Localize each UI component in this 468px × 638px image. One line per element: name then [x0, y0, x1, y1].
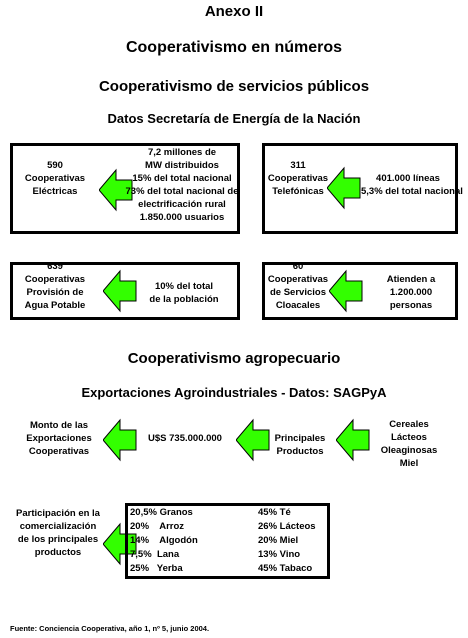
row-pct-2: 26% — [258, 521, 278, 532]
cloacales-label-3: Cloacales — [275, 300, 321, 311]
monto-label-3: Cooperativas — [28, 446, 90, 457]
agua-box — [10, 262, 240, 320]
row-pct-2: 45% — [258, 563, 278, 574]
producto-cereales: Cereales — [389, 419, 429, 430]
electricas-detail-4: 73% del total nacional de — [125, 186, 239, 197]
agua-left — [17, 260, 93, 312]
table-row — [130, 549, 179, 560]
arrow-left-icon — [327, 166, 361, 210]
annex-title: Anexo II — [204, 3, 264, 20]
row-product-1: Granos — [159, 507, 193, 518]
row-pct-1: 20% — [130, 521, 150, 532]
cloacales-box — [262, 262, 458, 320]
arrow-left-icon — [236, 418, 270, 462]
arrow-left-icon — [103, 418, 137, 462]
row-product-1: Yerba — [156, 563, 183, 574]
participacion-table — [125, 503, 330, 579]
row-product-2: Vino — [279, 549, 301, 560]
arrow-left-icon — [336, 418, 370, 462]
electricas-detail-5: electrificación rural — [138, 199, 226, 210]
row-pct-1: 20,5% — [130, 507, 157, 518]
agua-label-1: Cooperativas — [24, 274, 86, 285]
section2-title: Cooperativismo agropecuario — [127, 350, 341, 367]
telefonicas-right — [361, 172, 463, 198]
telefonicas-count: 311 — [290, 160, 306, 171]
telefonicas-box — [262, 143, 463, 234]
page-heading: Cooperativismo en números — [125, 39, 343, 56]
producto-lacteos: Lácteos — [391, 432, 427, 443]
table-row — [258, 535, 298, 546]
cloacales-label-2: de Servicios — [270, 287, 326, 298]
table-row — [130, 521, 184, 532]
producto-miel: Miel — [399, 458, 419, 469]
agua-right — [139, 280, 229, 306]
cloacales-detail-1: Atienden a — [386, 274, 436, 285]
agua-detail-1: 10% del total — [154, 281, 214, 292]
cloacales-detail-2: 1.200.000 — [389, 287, 433, 298]
producto-oleaginosas: Oleaginosas — [380, 445, 438, 456]
row-pct-1: 25% — [130, 563, 150, 574]
telefonicas-label-1: Cooperativas — [267, 173, 329, 184]
row-product-2: Miel — [279, 535, 299, 546]
table-row — [258, 563, 312, 574]
row-product-1: Arroz — [159, 521, 185, 532]
row-product-1: Algodón — [159, 535, 198, 546]
principales-label — [268, 432, 332, 458]
cloacales-label-1: Cooperativas — [267, 274, 329, 285]
electricas-label-1: Cooperativas — [24, 173, 86, 184]
agua-label-2: Provisión de — [26, 287, 84, 298]
electricas-right — [125, 146, 239, 224]
row-pct-1: 14% — [130, 535, 150, 546]
row-product-2: Tabaco — [279, 563, 313, 574]
section1-subtitle: Datos Secretaría de Energía de la Nación — [107, 111, 361, 126]
electricas-detail-1: 7,2 millones de — [147, 147, 217, 158]
row-product-2: Lácteos — [279, 521, 316, 532]
telefonicas-left — [265, 159, 331, 198]
telefonicas-detail-1: 401.000 líneas — [376, 173, 440, 184]
electricas-detail-6: 1.850.000 usuarios — [139, 212, 225, 223]
electricas-detail-2: MW distribuidos — [145, 160, 219, 171]
table-row — [258, 521, 316, 532]
monto-label — [18, 419, 100, 458]
table-row — [258, 507, 291, 518]
arrow-left-icon — [329, 269, 363, 313]
source-note: Fuente: Conciencia Cooperativa, año 1, nº 5, junio 2004. — [10, 624, 210, 633]
table-row — [258, 549, 300, 560]
table-row — [130, 535, 198, 546]
row-pct-2: 20% — [258, 535, 278, 546]
participacion-label-1: Participación en la — [16, 508, 100, 519]
agua-count: 639 — [47, 261, 63, 272]
principales-label-2: Productos — [276, 446, 324, 457]
monto-label-2: Exportaciones — [26, 433, 92, 444]
row-product-2: Té — [279, 507, 291, 518]
electricas-label-2: Eléctricas — [32, 186, 78, 197]
row-product-1: Lana — [156, 549, 180, 560]
productos-list — [370, 418, 448, 470]
monto-label-1: Monto de las — [29, 420, 89, 431]
table-row — [130, 563, 183, 574]
agua-detail-2: de la población — [149, 294, 219, 305]
electricas-box — [10, 143, 240, 234]
cloacales-right — [371, 273, 451, 312]
electricas-left — [17, 159, 93, 198]
electricas-count: 590 — [47, 160, 63, 171]
cloacales-left — [265, 260, 331, 312]
monto-value: U$S 735.000.000 — [148, 433, 222, 444]
cloacales-detail-3: personas — [389, 300, 433, 311]
cloacales-count: 60 — [292, 261, 304, 272]
participacion-label-4: productos — [34, 547, 82, 558]
participacion-label — [10, 507, 106, 559]
participacion-label-2: comercialización — [19, 521, 97, 532]
arrow-left-icon — [103, 269, 137, 313]
row-pct-1: 7,5% — [130, 549, 152, 560]
section2-subtitle: Exportaciones Agroindustriales - Datos: SAGPyA — [81, 385, 387, 400]
section1-title: Cooperativismo de servicios públicos — [98, 78, 370, 95]
participacion-label-3: de los principales — [17, 534, 99, 545]
telefonicas-label-2: Telefónicas — [272, 186, 324, 197]
row-pct-2: 45% — [258, 507, 278, 518]
principales-label-1: Principales — [274, 433, 326, 444]
telefonicas-detail-2: 5,3% del total nacional — [361, 186, 463, 197]
agua-label-3: Agua Potable — [24, 300, 86, 311]
electricas-detail-3: 15% del total nacional — [132, 173, 232, 184]
table-row — [130, 507, 193, 518]
row-pct-2: 13% — [258, 549, 278, 560]
